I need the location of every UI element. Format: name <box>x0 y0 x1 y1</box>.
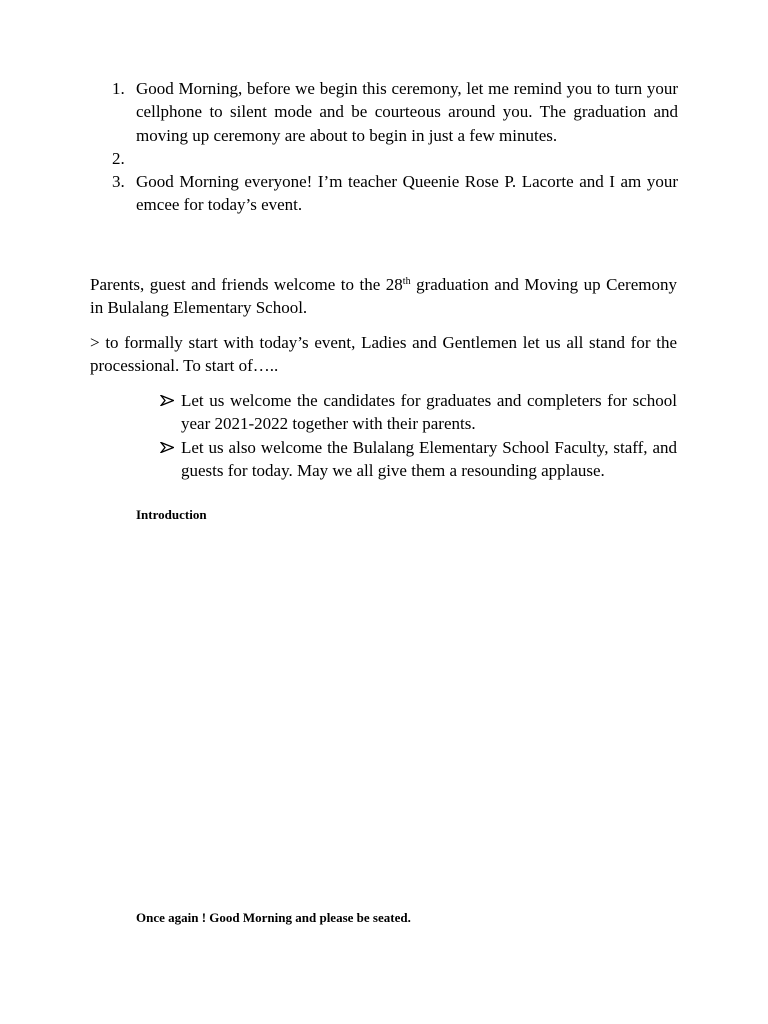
bullet-item-text: Let us welcome the candidates for graduates and completers for school year 2021-2022 together with their parents. <box>181 391 677 434</box>
bullet-list <box>160 389 677 482</box>
bullet-item <box>160 389 677 436</box>
list-item-number: 3. <box>112 172 125 192</box>
list-item <box>108 77 678 147</box>
arrowhead-bullet-icon <box>160 436 174 459</box>
welcome-paragraph-start: Parents, guest and friends welcome to the 28 <box>90 275 403 294</box>
numbered-list <box>108 77 678 217</box>
list-item-number: 2. <box>112 148 125 168</box>
welcome-paragraph-end: graduation and Moving up Ceremony in Bulalang Elementary School. <box>90 275 677 318</box>
bullet-item-text: Let us also welcome the Bulalang Elementary School Faculty, staff, and guests for today. May we all give them a resounding applause. <box>181 437 677 480</box>
list-item-number: 1. <box>112 79 125 98</box>
list-item-text <box>136 147 678 170</box>
closing-line: Once again ! Good Morning and please be seated. <box>136 910 411 925</box>
list-item-text: Good Morning, before we begin this ceremony, let me remind you to turn your cellphone to silent mode and be courteous around you. The graduation and moving up ceremony are about to begin in just a few minutes. <box>136 79 678 145</box>
list-item <box>108 170 678 217</box>
list-item <box>108 147 678 170</box>
welcome-paragraph <box>90 273 677 320</box>
bullet-item <box>160 436 677 483</box>
list-item-text: Good Morning everyone! I’m teacher Queenie Rose P. Lacorte and I am your emcee for today’s event. <box>136 172 678 215</box>
introduction-label: Introduction <box>136 507 207 522</box>
arrowhead-bullet-icon <box>160 389 174 412</box>
ordinal-superscript: th <box>402 276 411 287</box>
processional-paragraph: > to formally start with today’s event, Ladies and Gentlemen let us all stand for the processional. To start of….. <box>90 333 677 376</box>
